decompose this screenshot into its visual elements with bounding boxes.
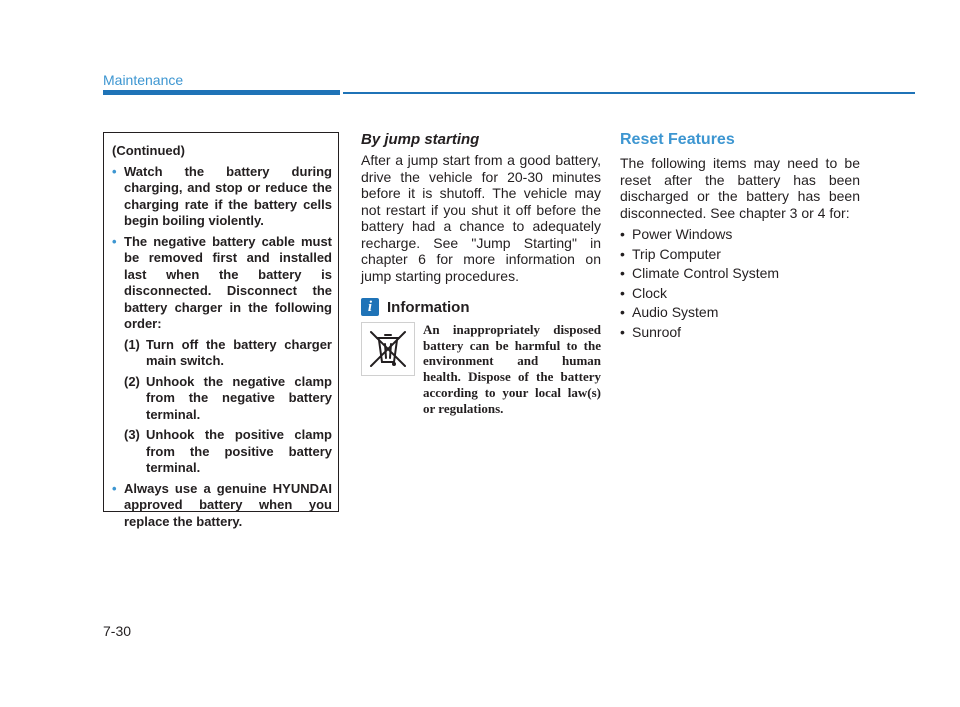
jump-start-body: After a jump start from a good battery, drive the vehicle for 20-30 minutes before it is shutoff. The vehicle may not restart if you shut it off before the battery had a chance to adequately recharge. See "Jump Starting" in chapter 6 for more information on jump starting procedures.: [361, 152, 601, 284]
list-item-text: Sunroof: [632, 323, 682, 340]
step-number: (2): [124, 373, 140, 389]
list-item-text: Clock: [632, 284, 668, 301]
list-item-text: Audio System: [632, 304, 719, 320]
step-number: (1): [124, 336, 140, 352]
list-item: [620, 225, 860, 245]
bullet-dot: •: [620, 265, 625, 281]
step-number: (3): [124, 427, 140, 442]
caution-step: [124, 427, 332, 477]
bullet-dot: •: [620, 284, 625, 301]
step-text: Turn off the battery charger main switch.: [146, 336, 332, 368]
information-body: [361, 322, 601, 416]
caution-bullet-text: Watch the battery during charging, and stop or reduce the charging rate if the battery cells begin boiling violently.: [124, 163, 332, 228]
bullet-dot: •: [620, 245, 625, 262]
section-title: Maintenance: [103, 72, 184, 88]
crossed-out-bin-icon: [361, 322, 415, 376]
jump-start-heading: By jump starting: [361, 131, 480, 148]
list-item: [620, 245, 860, 265]
list-item: [620, 284, 860, 304]
list-item-text: Trip Computer: [632, 245, 721, 262]
list-item: [620, 264, 860, 284]
jump-start-column: [361, 131, 601, 416]
list-item: [620, 303, 860, 323]
bullet-dot: •: [112, 163, 117, 179]
bullet-dot: •: [620, 226, 625, 242]
bullet-dot: •: [112, 233, 117, 249]
bullet-dot: •: [112, 480, 117, 496]
information-icon: i: [361, 298, 379, 316]
information-header: [361, 298, 601, 316]
caution-step: [124, 337, 332, 370]
continued-label: (Continued): [112, 143, 185, 158]
header-rule-thick: [103, 90, 340, 95]
header-rule-thin: [343, 92, 915, 94]
caution-step: [124, 374, 332, 424]
reset-features-column: [620, 131, 860, 342]
caution-bullet: [112, 481, 332, 531]
list-item-text: Power Windows: [632, 226, 733, 242]
page-number: 7-30: [103, 623, 132, 639]
caution-bullet-text: The negative battery cable must be removed first and installed last when the battery is disconnected. Disconnect the battery charger in the following order:: [124, 233, 332, 331]
list-item: [620, 323, 860, 343]
step-text: Unhook the negative clamp from the negative battery terminal.: [146, 373, 332, 422]
information-text: An inappropriately disposed battery can be harmful to the environment and human health. Dispose of the battery according to your local law(s) or regulations.: [423, 322, 601, 416]
bullet-dot: •: [620, 323, 625, 340]
reset-features-title: Reset Features: [620, 131, 735, 148]
list-item-text: Climate Control System: [632, 265, 780, 281]
information-title: Information: [387, 298, 470, 316]
caution-bullet-text: Always use a genuine HYUNDAI approved battery when you replace the battery.: [124, 480, 332, 529]
caution-box: [103, 132, 339, 529]
reset-features-list: [620, 225, 860, 342]
caution-bullet: [112, 234, 332, 333]
caution-bullet: [112, 164, 332, 230]
bullet-dot: •: [620, 304, 625, 320]
reset-features-intro: The following items may need to be reset after the battery has been discharged or the battery has been disconnected. See chapter 3 or 4 for:: [620, 155, 860, 221]
step-text: Unhook the positive clamp from the positive battery terminal.: [146, 427, 332, 475]
